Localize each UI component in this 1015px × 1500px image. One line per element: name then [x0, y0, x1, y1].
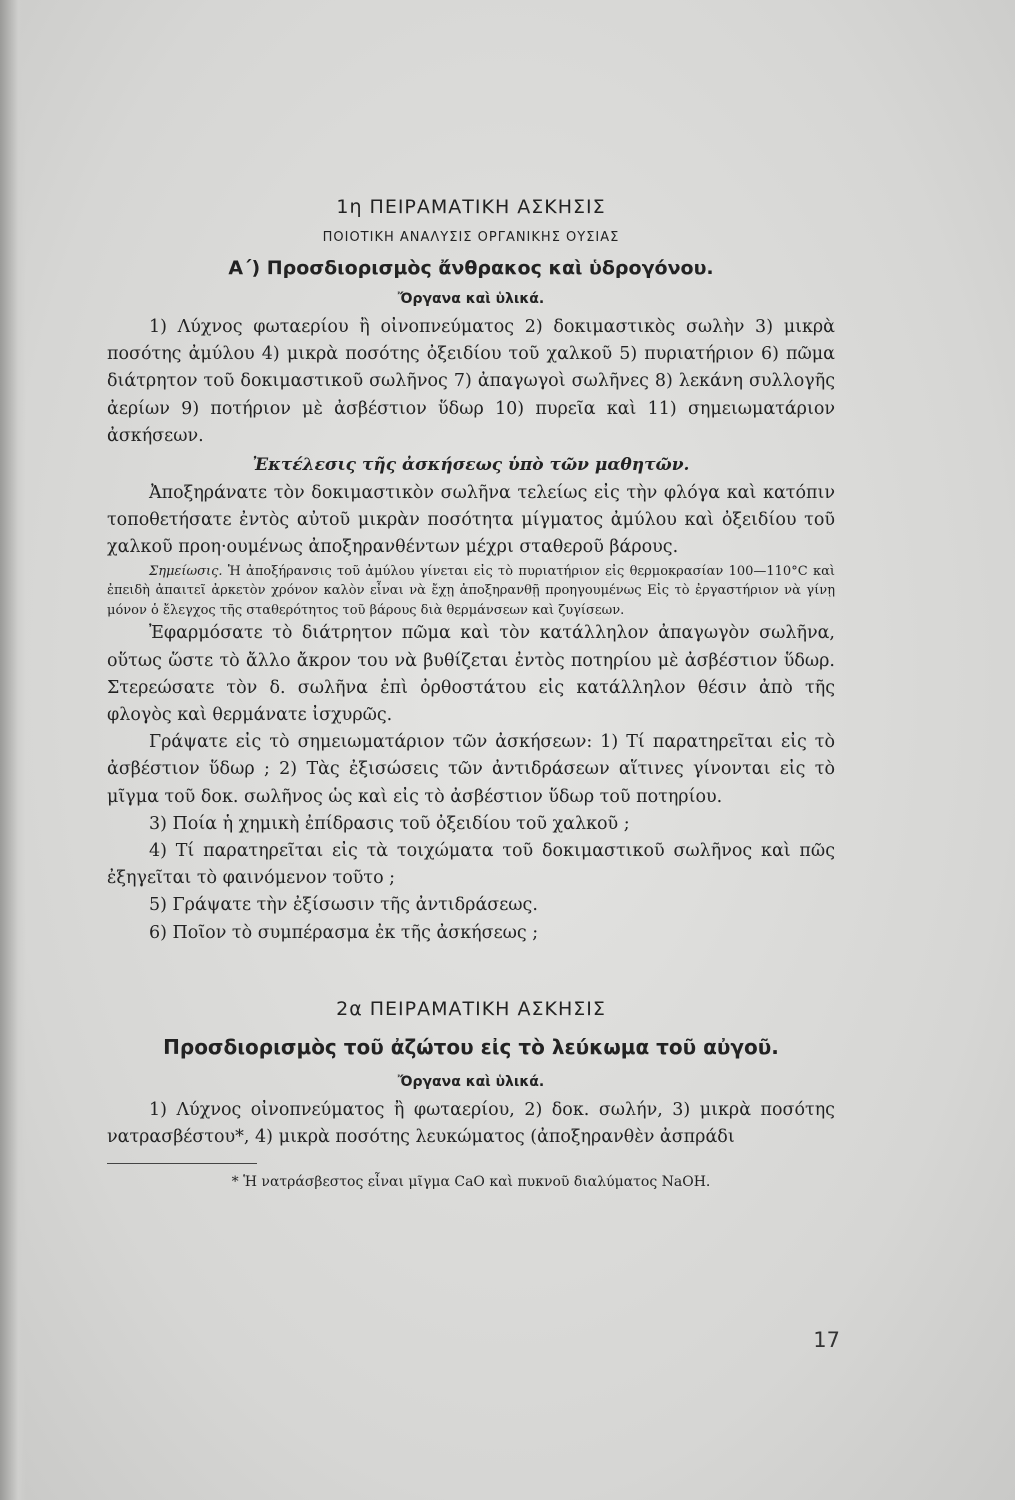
exercise1-subheading: ΠΟΙΟΤΙΚΗ ΑΝΑΛΥΣΙΣ ΟΡΓΑΝΙΚΗΣ ΟΥΣΙΑΣ	[322, 230, 620, 245]
note-text: Ἡ ἀποξήρανσις τοῦ ἀμύλου γίνεται εἰς τὸ πυριατήριον εἰς θερμοκρασίαν 100—110°C καὶ ἐπειδὴ ἀπαιτεῖ ἀρκετὸν χρόνον καλὸν εἶναι νὰ ἔχῃ ἀποξηρανθῇ προηγουμένως Εἰς τὸ ἐργαστήριον νὰ γίνῃ μόνον ὁ ἔλεγχος τῆς σταθερότητος τοῦ βάρους διὰ θερμάνσεων καὶ ζυγίσεων.	[107, 563, 835, 618]
exercise2-materials-heading: Ὄργανα καὶ ὑλικά.	[397, 1073, 545, 1090]
exercise1-paragraph1: Ἀποξηράνατε τὸν δοκιμαστικὸν σωλῆνα τελείως εἰς τὴν φλόγα καὶ κατόπιν τοποθετήσατε ἐντὸς αὐτοῦ μικρὰν ποσότητα μίγματος ἀμύλου καὶ ὀξειδίου τοῦ χαλκοῦ προη·ουμένως ἀποξηρανθέντων μέχρι σταθεροῦ βάρους.	[107, 483, 835, 558]
exercise1-paragraph2: Ἐφαρμόσατε τὸ διάτρητον πῶμα καὶ τὸν κατάλληλον ἀπαγωγὸν σωλῆνα, οὕτως ὥστε τὸ ἄλλο ἄκρον του νὰ βυθίζεται ἐντὸς ποτηρίου μὲ ἀσβέστιον ὕδωρ. Στερεώσατε τὸν δ. σωλῆνα ἐπὶ ὀρθοστάτου εἰς κατάλληλον θέσιν ἀπὸ τῆς φλογὸς καὶ θερμάνατε ἰσχυρῶς.	[107, 623, 835, 726]
exercise2-materials-text: 1) Λύχνος οἰνοπνεύματος ἢ φωταερίου, 2) δοκ. σωλήν, 3) μικρὰ ποσότης νατρασβέστου*, 4) μικρὰ ποσότης λευκώματος (ἀποξηρανθὲν ἀσπράδι	[107, 1099, 835, 1148]
exercise1-question5: 5) Γράψατε τὴν ἐξίσωσιν τῆς ἀντιδράσεως.	[149, 895, 538, 916]
note-label: Σημείωσις.	[149, 563, 223, 579]
exercise1-materials-heading: Ὄργανα καὶ ὑλικά.	[397, 291, 545, 307]
exercise1-paragraph3: Γράψατε εἰς τὸ σημειωματάριον τῶν ἀσκήσεων: 1) Τί παρατηρεῖται εἰς τὸ ἀσβέστιον ὕδωρ ; 2) Τὰς ἐξισώσεις τῶν ἀντιδράσεων αἵτινες γίνονται εἰς τὸ μῖγμα τοῦ δοκ. σωλῆνος ὡς καὶ εἰς τὸ ἀσβέστιον ὕδωρ τοῦ ποτηρίου.	[107, 732, 835, 807]
footnote-rule	[107, 1163, 257, 1164]
page-number: 17	[813, 1328, 840, 1352]
exercise1-question3: 3) Ποία ἡ χημικὴ ἐπίδρασις τοῦ ὀξειδίου τοῦ χαλκοῦ ;	[149, 813, 630, 834]
exercise1-note	[107, 562, 835, 621]
section-spacer	[107, 947, 835, 991]
exercise1-question6: 6) Ποῖον τὸ συμπέρασμα ἐκ τῆς ἀσκήσεως ;	[149, 922, 539, 943]
footnote: * Ἡ νατράσβεστος εἶναι μῖγμα CaO καὶ πυκνοῦ διαλύματος NaOH.	[231, 1174, 711, 1191]
exercise1-heading: 1η ΠΕΙΡΑΜΑΤΙΚΗ ΑΣΚΗΣΙΣ	[336, 196, 606, 218]
exercise1-execution-heading: Ἐκτέλεσις τῆς ἀσκήσεως ὑπὸ τῶν μαθητῶν.	[252, 455, 690, 476]
book-spine-shadow	[0, 0, 26, 1500]
exercise2-section-title: Προσδιορισμὸς τοῦ ἀζώτου εἰς τὸ λεύκωμα τοῦ αὐγοῦ.	[163, 1034, 779, 1059]
exercise2-heading: 2α ΠΕΙΡΑΜΑΤΙΚΗ ΑΣΚΗΣΙΣ	[336, 997, 606, 1020]
exercise1-question4: 4) Τί παρατηρεῖται εἰς τὰ τοιχώματα τοῦ δοκιμαστικοῦ σωλῆνος καὶ πῶς ἐξηγεῖται τὸ φαινόμενον τοῦτο ;	[107, 841, 835, 889]
exercise1-materials-text: 1) Λύχνος φωταερίου ἢ οἰνοπνεύματος 2) δοκιμαστικὸς σωλὴν 3) μικρὰ ποσότης ἀμύλου 4) μικρὰ ποσότης ὀξειδίου τοῦ χαλκοῦ 5) πυριατήριον 6) πῶμα διάτρητον τοῦ δοκιμαστικοῦ σωλῆνος 7) ἀπαγωγοὶ σωλῆνες 8) λεκάνη συλλογῆς ἀερίων 9) ποτήριον μὲ ἀσβέστιον ὕδωρ 10) πυρεῖα καὶ 11) σημειωματάριον ἀσκήσεων.	[107, 317, 835, 446]
page-content	[107, 190, 835, 1194]
exercise1-section-title: Α΄) Προσδιορισμὸς ἄνθρακος καὶ ὑδρογόνου.	[228, 257, 714, 279]
